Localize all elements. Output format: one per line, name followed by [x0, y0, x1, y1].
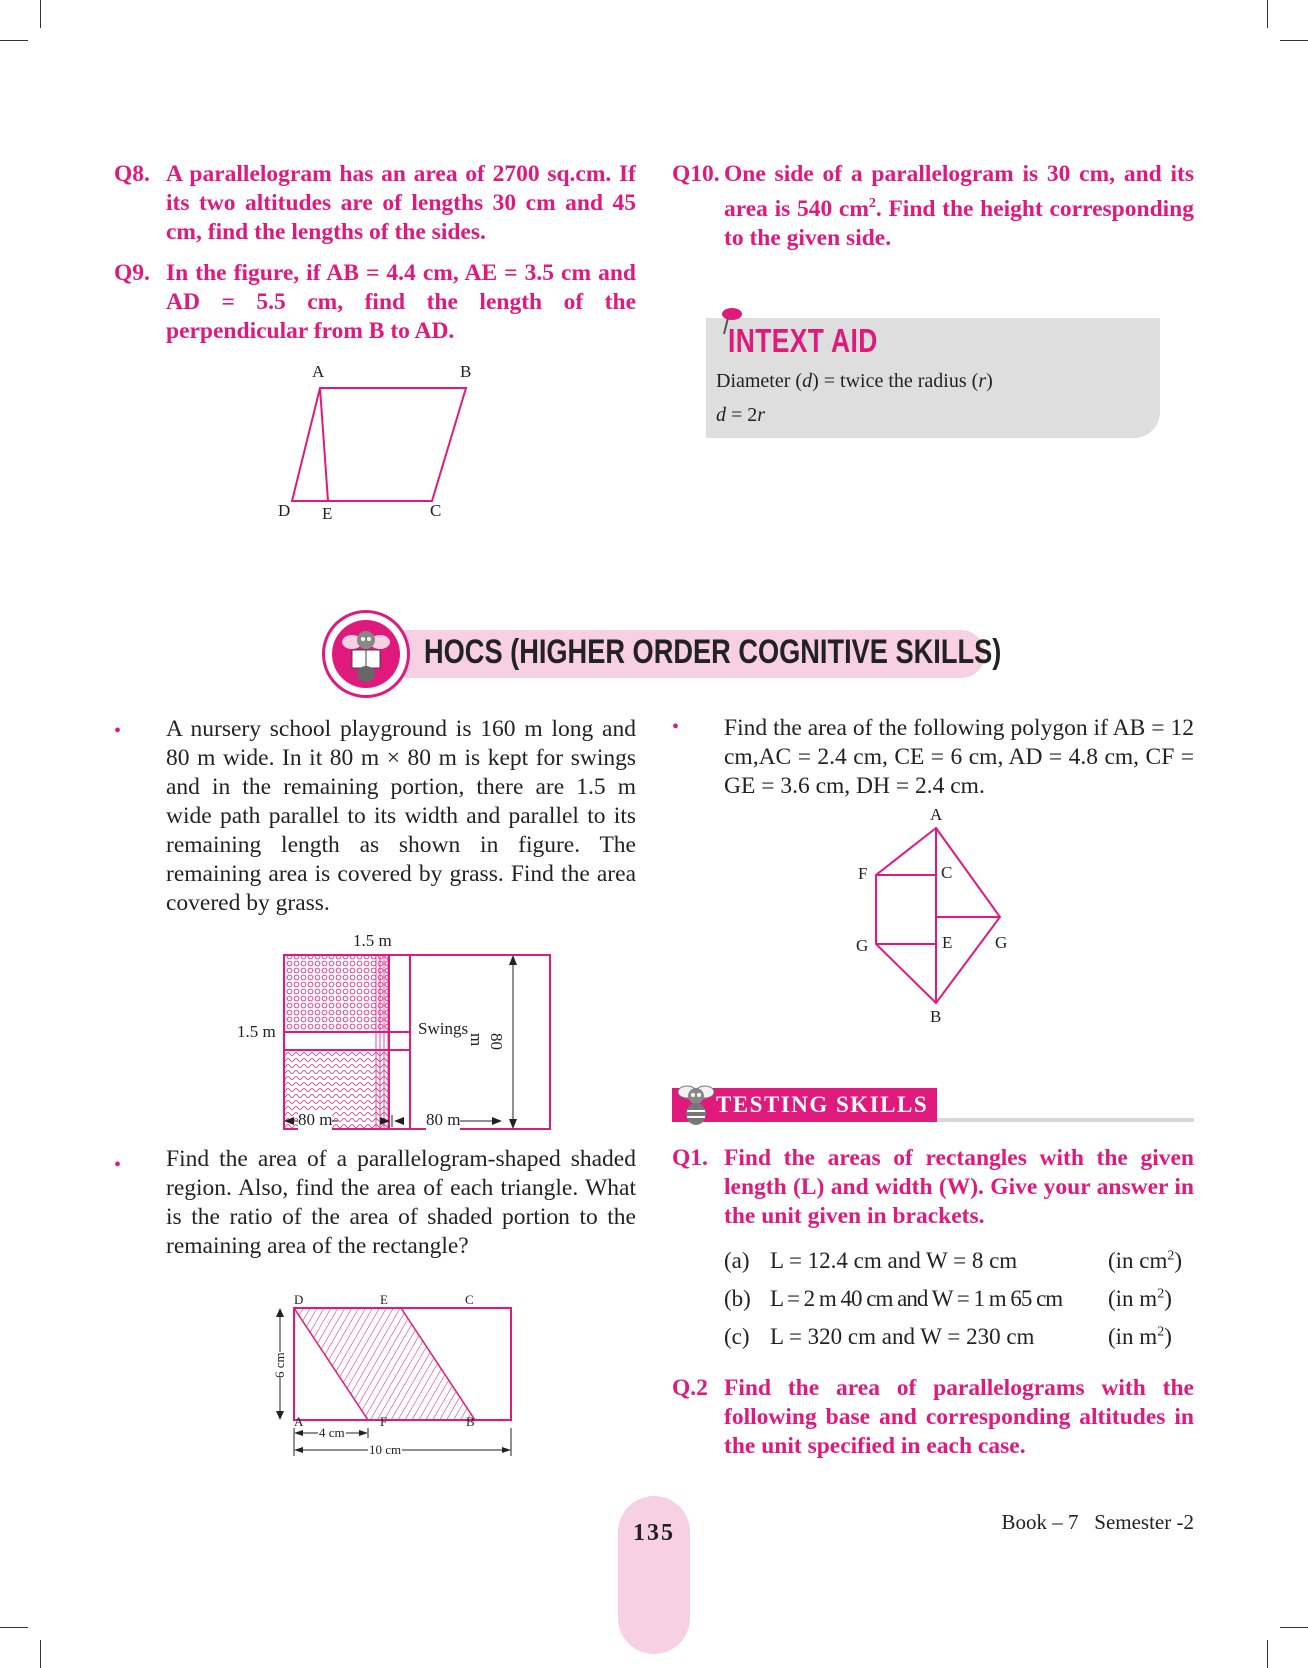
superscript: 2: [1167, 1248, 1175, 1264]
vertex-label: C: [941, 863, 953, 882]
vertex-label: A: [930, 805, 943, 824]
question-text-part: One side of a parallelogram is 30 cm, and its area is 540 cm: [724, 161, 1194, 222]
crop-mark: [1267, 0, 1268, 28]
sub-item-label: (b): [724, 1286, 751, 1311]
superscript: 2: [868, 196, 876, 211]
unit-part: ): [1164, 1324, 1172, 1349]
q9-parallelogram-figure: [270, 362, 490, 525]
dimension-label: 10 cm: [369, 1442, 402, 1457]
question-text: Find the areas of rectangles with the given length (L) and width (W). Give your answer in the unit given in brackets.: [724, 1145, 1194, 1229]
dimension-label: 80 m: [298, 1110, 333, 1129]
vertex-label: E: [942, 933, 953, 952]
crop-mark: [1280, 40, 1308, 41]
q1-sub-item: [724, 1286, 1194, 1316]
hocs-badge: [322, 610, 410, 698]
book-info: [980, 1510, 1194, 1535]
semester-label: Semester -2: [1094, 1510, 1194, 1534]
question-number: Q8.: [114, 161, 150, 187]
crop-mark: [40, 0, 41, 28]
text-part: r: [757, 404, 766, 426]
vertex-label: B: [460, 362, 472, 381]
vertex-label: F: [380, 1414, 388, 1429]
vertex-label: B: [930, 1007, 942, 1026]
superscript: 2: [1157, 1286, 1165, 1302]
unit-part: (in m: [1108, 1324, 1158, 1349]
shaded-rectangle-figure: [258, 1290, 498, 1460]
dimension-label: 1.5 m: [237, 1022, 276, 1041]
intext-aid-line1: [716, 370, 993, 393]
unit-part: (in m: [1108, 1286, 1158, 1311]
question-text: A parallelogram has an area of 2700 sq.cm. If its two altitudes are of lengths 30 cm and 45 cm, find the lengths of the sides.: [166, 161, 636, 245]
hocs-problem-shaded: Find the area of a parallelogram-shaped shaded region. Also, find the area of each triangle. What is the ratio of the area of shaded portion to the remaining area of the rectangle?: [166, 1146, 636, 1259]
sub-item-unit: [1108, 1286, 1172, 1312]
hocs-problem-playground: A nursery school playground is 160 m long and 80 m wide. In it 80 m × 80 m is kept for swings and in the remaining portion, there are 1.5 m wide path parallel to its width and parallel to its remaining length as shown in figure. The remaining area is covered by grass. Find the area covered by grass.: [166, 716, 636, 916]
bullet: •: [114, 1154, 122, 1176]
vertex-label: E: [380, 1292, 388, 1307]
sub-item-label: (c): [724, 1324, 750, 1349]
vertex-label: C: [465, 1292, 474, 1307]
intext-aid-box: [706, 318, 1160, 438]
vertex-label: G: [995, 933, 1008, 952]
text-part: d: [802, 370, 813, 392]
sub-item-label: (a): [724, 1248, 750, 1273]
text-part: d: [716, 404, 726, 426]
bee-reading-icon: [332, 620, 400, 688]
testing-skills-title: TESTING SKILLS: [716, 1092, 929, 1117]
vertex-label: A: [294, 1414, 304, 1429]
question-number: Q10.: [672, 161, 720, 187]
dimension-label: 6 cm: [272, 1352, 287, 1378]
dimension-label: 80 m: [467, 1033, 506, 1050]
hocs-title: HOCS (HIGHER ORDER COGNITIVE SKILLS): [424, 633, 1002, 671]
bullet: •: [672, 716, 680, 738]
vertex-label: D: [278, 501, 291, 520]
q1-sub-item: [724, 1248, 1194, 1278]
unit-part: ): [1174, 1248, 1183, 1273]
crop-mark: [0, 40, 28, 41]
vertex-label: B: [466, 1414, 475, 1429]
sub-item-expr: L = 320 cm and W = 230 cm: [770, 1324, 1035, 1349]
dimension-label: 1.5 m: [353, 931, 392, 950]
crop-mark: [0, 1627, 28, 1628]
bullet: •: [114, 720, 122, 742]
sub-item-expr: L = 12.4 cm and W = 8 cm: [770, 1248, 1018, 1273]
dimension-label: 80 m: [426, 1110, 461, 1129]
sub-item-unit: [1108, 1324, 1172, 1350]
vertex-label: F: [858, 864, 868, 883]
polygon-figure: [850, 805, 1020, 1035]
unit-part: ): [1164, 1286, 1172, 1311]
text-part: Diameter (: [716, 370, 803, 392]
region-label: Swings: [418, 1019, 469, 1038]
question-number: Q1.: [672, 1145, 708, 1171]
text-part: ) = twice the radius (: [812, 370, 979, 392]
book-label: Book – 7: [1001, 1510, 1079, 1534]
superscript: 2: [1157, 1324, 1165, 1340]
question-number: Q9.: [114, 260, 150, 286]
text-part: ): [986, 370, 993, 392]
bee-icon: [674, 1080, 718, 1128]
intext-aid-line2: [716, 404, 765, 427]
vertex-label: A: [312, 362, 325, 381]
q1-sub-item: [724, 1324, 1194, 1354]
question-text: Find the area of parallelograms with the following base and corresponding altitudes in the unit specified in each case.: [724, 1375, 1194, 1459]
question-text-part: . Find the height corresponding to the given side.: [724, 195, 1194, 251]
sub-item-unit: [1108, 1248, 1182, 1274]
crop-mark: [40, 1640, 41, 1668]
crop-mark: [1280, 1627, 1308, 1628]
question-text: [724, 160, 1194, 253]
playground-figure: [230, 925, 530, 1135]
sub-item-expr: L = 2 m 40 cm and W = 1 m 65 cm: [770, 1286, 1063, 1311]
dimension-label: 4 cm: [319, 1425, 345, 1440]
vertex-label: E: [322, 504, 333, 523]
vertex-label: G: [856, 936, 869, 955]
page-number: 135: [633, 1520, 675, 1546]
question-number: Q.2: [672, 1375, 708, 1401]
hocs-problem-polygon: Find the area of the following polygon if AB = 12 cm,AC = 2.4 cm, CE = 6 cm, AD = 4.8 cm, CF = GE = 3.6 cm, DH = 2.4 cm.: [724, 715, 1194, 799]
text-part: = 2: [726, 404, 758, 426]
question-text: In the figure, if AB = 4.4 cm, AE = 3.5 cm and AD = 5.5 cm, find the length of the perpendicular from B to AD.: [166, 260, 636, 344]
crop-mark: [1267, 1640, 1268, 1668]
vertex-label: D: [294, 1292, 304, 1307]
text-part: r: [978, 370, 987, 392]
vertex-label: C: [430, 501, 442, 520]
intext-aid-title: INTEXT AID: [728, 322, 878, 359]
unit-part: (in cm: [1108, 1248, 1168, 1273]
